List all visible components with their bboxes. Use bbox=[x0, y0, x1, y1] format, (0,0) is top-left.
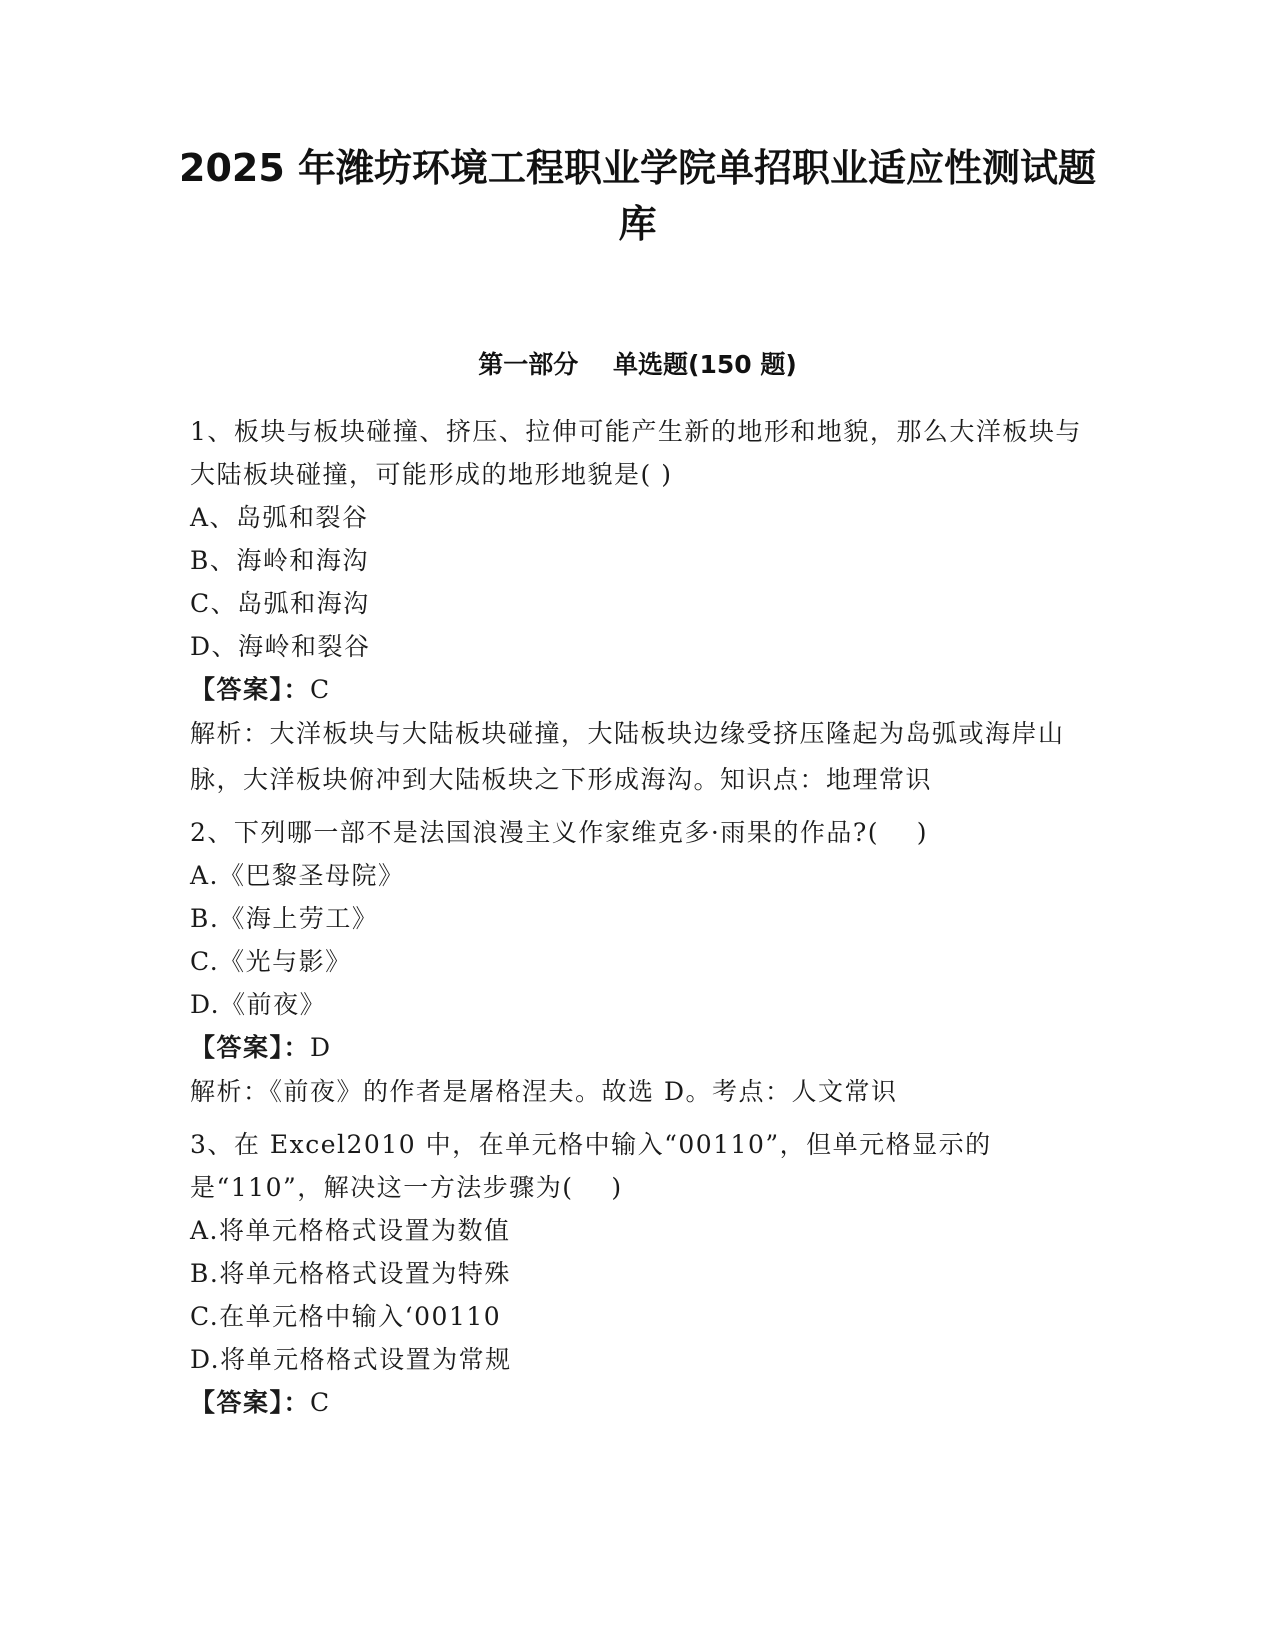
question-1 bbox=[190, 410, 1090, 803]
question-option-b: B.将单元格格式设置为特殊 bbox=[190, 1259, 511, 1288]
section-heading: 第一部分 单选题(150 题) bbox=[478, 350, 797, 379]
question-3 bbox=[190, 1123, 1090, 1424]
question-option-c: C、岛弧和海沟 bbox=[190, 589, 370, 618]
question-option-b: B.《海上劳工》 bbox=[190, 904, 379, 933]
question-text: 1、板块与板块碰撞、挤压、拉伸可能产生新的地形和地貌，那么大洋板块与大陆板块碰撞，可能形成的地形地貌是( ) bbox=[190, 417, 1082, 489]
document-title-line-2: 库 bbox=[618, 202, 657, 246]
question-2 bbox=[190, 811, 1090, 1115]
question-answer bbox=[190, 668, 1090, 711]
question-answer bbox=[190, 1381, 1090, 1424]
question-option-d: D、海岭和裂谷 bbox=[190, 632, 371, 661]
answer-label: 【答案】： bbox=[190, 675, 311, 704]
answer-value: C bbox=[310, 675, 331, 704]
question-option-c: C.《光与影》 bbox=[190, 947, 352, 976]
question-list bbox=[190, 410, 1090, 1432]
question-option-c: C.在单元格中输入‘00110 bbox=[190, 1302, 502, 1331]
question-option-d: D.《前夜》 bbox=[190, 990, 327, 1019]
question-option-a: A.《巴黎圣母院》 bbox=[190, 861, 405, 890]
answer-label: 【答案】： bbox=[190, 1388, 311, 1417]
document-title-line-1: 2025 年潍坊环境工程职业学院单招职业适应性测试题 bbox=[179, 146, 1096, 190]
question-explanation: 解析：大洋板块与大陆板块碰撞，大陆板块边缘受挤压隆起为岛弧或海岸山脉，大洋板块俯冲到大陆板块之下形成海沟。知识点：地理常识 bbox=[190, 719, 1065, 794]
answer-value: D bbox=[310, 1033, 332, 1062]
document-title bbox=[150, 140, 1125, 252]
question-answer bbox=[190, 1026, 1090, 1069]
question-explanation: 解析：《前夜》的作者是屠格涅夫。故选 D。考点：人文常识 bbox=[190, 1077, 898, 1106]
question-option-d: D.将单元格格式设置为常规 bbox=[190, 1345, 512, 1374]
question-text: 2、下列哪一部不是法国浪漫主义作家维克多·雨果的作品?( ) bbox=[190, 818, 929, 847]
question-option-a: A、岛弧和裂谷 bbox=[190, 503, 369, 532]
answer-value: C bbox=[310, 1388, 331, 1417]
answer-label: 【答案】： bbox=[190, 1033, 311, 1062]
question-text: 3、在 Excel2010 中，在单元格中输入“00110”，但单元格显示的是“110”，解决这一方法步骤为( ) bbox=[190, 1130, 992, 1202]
question-option-a: A.将单元格格式设置为数值 bbox=[190, 1216, 511, 1245]
question-option-b: B、海岭和海沟 bbox=[190, 546, 369, 575]
